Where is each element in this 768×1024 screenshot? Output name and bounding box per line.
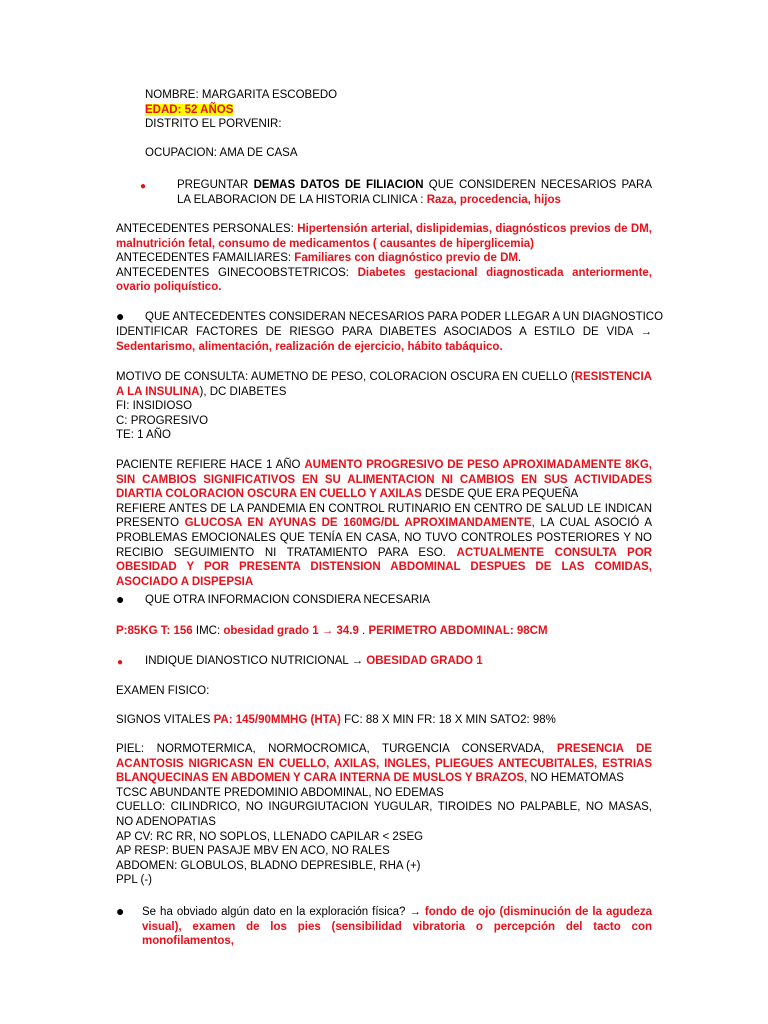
question-filiacion: PREGUNTAR DEMAS DATOS DE FILIACION QUE CONSIDEREN NECESARIOS PARA LA ELABORACION DE LA HISTORIA CLINICA : Raza, procedencia, hijos: [177, 179, 653, 206]
antecedentes-section: ANTECEDENTES PERSONALES: Hipertensión arterial, dislipidemias, diagnósticos previos de DM, malnutrición fetal, consumo de medicamentos ( causantes de hiperglicemia) ANTECEDENTES FAMAILIARES: Familiares con diagnóstico previo de DM. ANTECEDENTES GINECOOBSTETRICOS: Diabetes gestacional diagnosticada anteriormente, ovario poliquístico.: [116, 223, 653, 294]
ap-cv: AP CV: RC RR, NO SOPLOS, LLENADO CAPILAR < 2SEG: [116, 830, 424, 843]
answer-diagnostico: OBESIDAD GRADO 1: [366, 655, 483, 667]
examen-detalle: PIEL: NORMOTERMICA, NORMOCROMICA, TURGENCIA CONSERVADA, PRESENCIA DE ACANTOSIS NIGRICASN EN CUELLO, AXILAS, INGLES, PLIEGUES ANTECUBITALES, ESTRIAS BLANQUECINAS EN ABDOMEN Y CARA INTERNA DE MUSLOS Y BRAZOS, NO HEMATOMAS TCSC ABUNDANTE PREDOMINIO ABDOMINAL, NO EDEMAS CUELLO: CILINDRICO, NO INGURGIUTACION YUGULAR, TIROIDES NO PALPABLE, NO MASAS, NO ADENOPATIAS AP CV: RC RR, NO SOPLOS, LLENADO CAPILAR < 2SEG AP RESP: BUEN PASAJE MBV EN ACO, NO RALES ABDOMEN: GLOBULOS, BLADNO DEPRESIBLE, RHA (+) PPL (-): [116, 743, 653, 887]
bullet-icon: ●: [116, 903, 125, 919]
patient-district: DISTRITO EL PORVENIR:: [145, 118, 282, 131]
motivo-consulta: MOTIVO DE CONSULTA: AUMETNO DE PESO, COLORACION OSCURA EN CUELLO (RESISTENCIA A LA INSULINA), DC DIABETES FI: INSIDIOSO C: PROGRESIVO TE: 1 AÑO: [116, 371, 652, 442]
abdomen: ABDOMEN: GLOBULOS, BLADNO DEPRESIBLE, RHA (+): [116, 859, 421, 872]
bullet-icon: ●: [116, 591, 125, 607]
bullet-icon: ●: [116, 308, 125, 324]
tiempo-enfermedad: TE: 1 AÑO: [116, 429, 171, 442]
examen-fisico-title: EXAMEN FISICO:: [116, 685, 210, 697]
cuello: CUELLO: CILINDRICO, NO INGURGIUTACION YUGULAR, TIROIDES NO PALPABLE, NO MASAS, NO ADENOPATIAS: [116, 801, 652, 828]
question-exploracion: Se ha obviado algún dato en la exploración física? → fondo de ojo (disminución de la agudeza visual), examen de los pies (sensibilidad vibratoria o percepción del tacto con monofilamentos,: [142, 906, 652, 948]
medidas-antropometricas: P:85KG T: 156 IMC: obesidad grado 1 → 34.9 . PERIMETRO ABDOMINAL: 98CM: [116, 625, 548, 637]
question-antecedentes: QUE ANTECEDENTES CONSIDERAN NECESARIOS PARA PODER LLEGAR A UN DIAGNOSTICO: [145, 311, 664, 323]
curso: C: PROGRESIVO: [116, 414, 209, 427]
resistencia-insulina: RESISTENCIA A LA INSULINA: [116, 371, 652, 398]
patient-occupation: OCUPACION: AMA DE CASA: [145, 147, 298, 160]
ppl: PPL (-): [116, 874, 152, 887]
answer-factores-riesgo: Sedentarismo, alimentación, realización de ejercicio, hábito tabáquico.: [116, 340, 503, 353]
tcsc: TCSC ABUNDANTE PREDOMINIO ABDOMINAL, NO EDEMAS: [116, 786, 444, 799]
question-diagnostico-nutricional: INDIQUE DIANOSTICO NUTRICIONAL → OBESIDAD GRADO 1: [145, 655, 483, 667]
patient-header: [145, 88, 337, 161]
bullet-icon: ●: [140, 181, 147, 192]
patient-name: NOMBRE: MARGARITA ESCOBEDO: [145, 89, 338, 101]
signos-vitales: SIGNOS VITALES PA: 145/90MMHG (HTA) FC: 88 X MIN FR: 18 X MIN SATO2: 98%: [116, 714, 556, 726]
relato-enfermedad: PACIENTE REFIERE HACE 1 AÑO AUMENTO PROGRESIVO DE PESO APROXIMADAMENTE 8KG, SIN CAMBIOS SIGNIFICATIVOS EN SU ALIMENTACION NI CAMBIOS EN SUS ACTIVIDADES DIARTIA COLORACION OSCURA EN CUELLO Y AXILAS DESDE QUE ERA PEQUEÑA REFIERE ANTES DE LA PANDEMIA EN CONTROL RUTINARIO EN CENTRO DE SALUD LE INDICAN PRESENTO GLUCOSA EN AYUNAS DE 160MG/DL APROXIMANDAMENTE, LA CUAL ASOCIÓ A PROBLEMAS EMOCIONALES QUE TENÍA EN CASA, NO TUVO CONTROLES POSTERIORES Y NO RECIBIO SEGUIMIENTO NI TRATAMIENTO PARA ESO. ACTUALMENTE CONSULTA POR OBESIDAD Y POR PRESENTA DISTENSION ABDOMINAL DESPUES DE LAS COMIDAS, ASOCIADO A DISPEPSIA: [116, 459, 653, 588]
forma-inicio: FI: INSIDIOSO: [116, 400, 193, 413]
answer-filiacion: Raza, procedencia, hijos: [426, 193, 561, 206]
bullet-icon: ●: [117, 657, 124, 668]
antecedentes-familiares-value: Familiares con diagnóstico previo de DM: [294, 252, 518, 265]
question-otra-informacion: QUE OTRA INFORMACION CONSDIERA NECESARIA: [145, 594, 430, 606]
factores-riesgo: IDENTIFICAR FACTORES DE RIESGO PARA DIABETES ASOCIADOS A ESTILO DE VIDA → Sedentarismo, alimentación, realización de ejercicio, hábito tabáquico.: [116, 326, 652, 353]
antecedentes-gineco-value: Diabetes gestacional diagnosticada anteriormente, ovario poliquístico.: [116, 266, 653, 294]
ap-resp: AP RESP: BUEN PASAJE MBV EN ACO, NO RALES: [116, 845, 390, 858]
antecedentes-personales-value: Hipertensión arterial, dislipidemias, diagnósticos previos de DM, malnutrición fetal, consumo de medicamentos ( causantes de hiperglicemia): [116, 223, 652, 250]
answer-exploracion: fondo de ojo (disminución de la agudeza visual), examen de los pies (sensibilidad vibratoria o percepción del tacto con monofilamentos,: [142, 906, 652, 948]
patient-age: EDAD: 52 AÑOS: [145, 103, 234, 116]
